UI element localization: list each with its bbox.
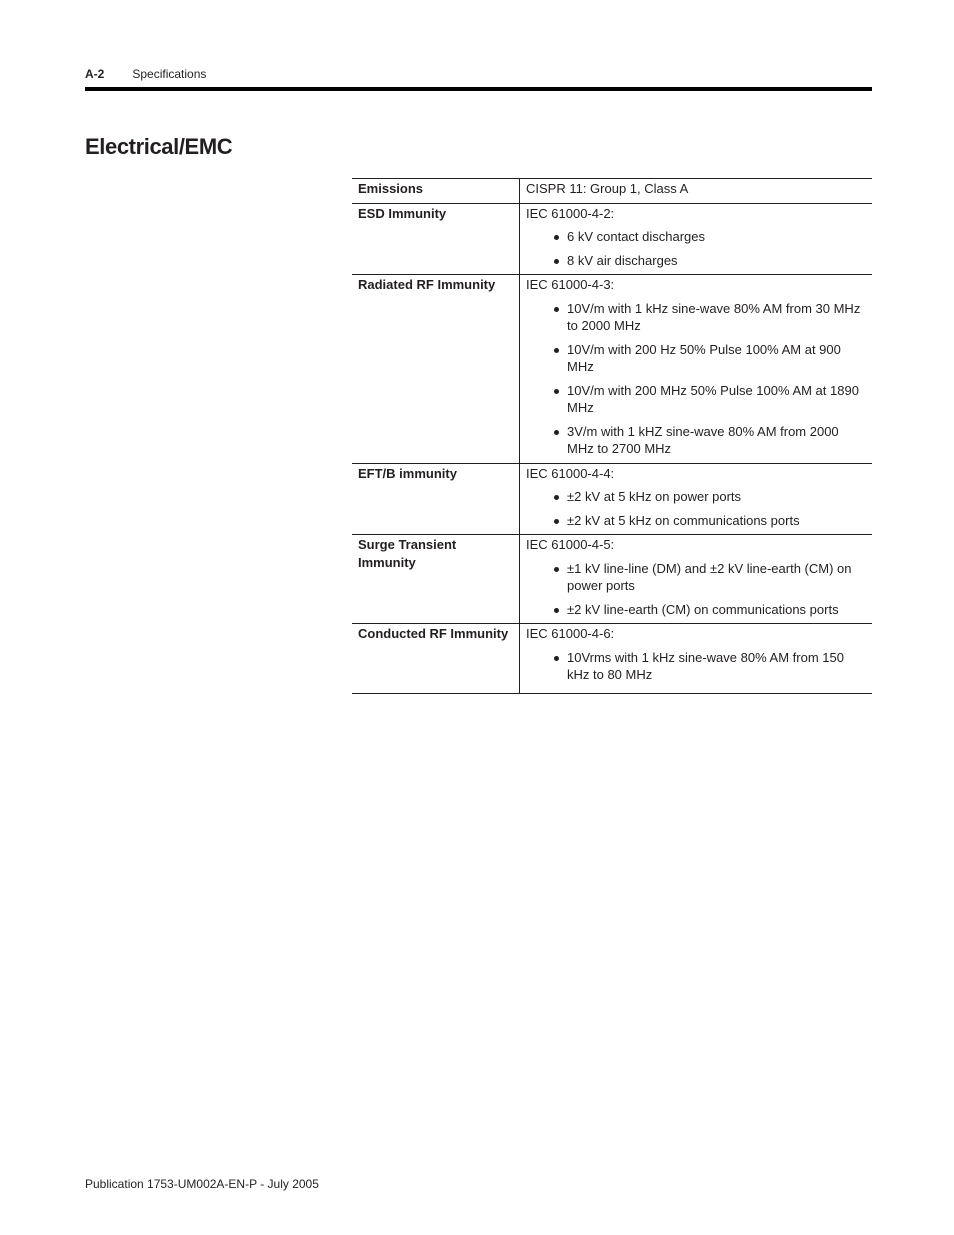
bullet-list [526,560,866,619]
row-value [520,275,873,464]
list-item [526,423,866,458]
row-label: Emissions [352,179,520,204]
row-label: ESD Immunity [352,203,520,275]
list-item-text: 3V/m with 1 kHZ sine-wave 80% AM from 2000 MHz to 2700 MHz [567,423,839,456]
publication-info: Publication 1753-UM002A-EN-P - July 2005 [85,1177,319,1191]
list-item [526,512,866,530]
list-item [526,300,866,335]
list-item [526,341,866,376]
row-label: EFT/B immunity [352,463,520,535]
list-item-text: 10V/m with 1 kHz sine-wave 80% AM from 30 MHz to 2000 MHz [567,300,861,333]
table-row [352,624,872,694]
row-value [520,203,873,275]
row-value [520,463,873,535]
list-item [526,649,866,684]
table-row [352,463,872,535]
list-item [526,601,866,619]
table-row [352,275,872,464]
row-value [520,624,873,694]
list-item-text: ±2 kV at 5 kHz on communications ports [567,512,800,528]
row-label: Radiated RF Immunity [352,275,520,464]
standard-text: IEC 61000-4-6: [526,626,615,641]
header-divider [85,87,872,91]
list-item-text: 10V/m with 200 MHz 50% Pulse 100% AM at 1890 MHz [567,382,859,415]
list-item [526,252,866,270]
bullet-icon [554,389,559,394]
bullet-icon [554,307,559,312]
row-label: Surge Transient Immunity [352,535,520,624]
bullet-list [526,300,866,458]
page-number: A-2 [85,67,105,81]
list-item-text: 8 kV air discharges [567,252,678,268]
row-label: Conducted RF Immunity [352,624,520,694]
list-item-text: 10V/m with 200 Hz 50% Pulse 100% AM at 900 MHz [567,341,841,374]
page-title: Electrical/EMC [85,134,233,159]
row-value [520,179,873,204]
list-item-text: ±2 kV at 5 kHz on power ports [567,489,742,504]
bullet-icon [554,348,559,353]
bullet-icon [554,430,559,435]
list-item [526,488,866,506]
list-item [526,382,866,417]
standard-text: IEC 61000-4-4: [526,465,615,481]
list-item-text: ±2 kV line-earth (CM) on communications ports [567,601,839,617]
bullet-icon [554,567,559,572]
standard-text: IEC 61000-4-2: [526,205,615,221]
bullet-icon [554,235,559,240]
row-value [520,535,873,624]
section-name: Specifications [132,67,207,81]
bullet-icon [554,259,559,264]
list-item [526,560,866,595]
bullet-list [526,228,866,269]
bullet-list [526,488,866,529]
table-row [352,535,872,624]
list-item-text: ±1 kV line-line (DM) and ±2 kV line-earth (CM) on power ports [567,560,852,593]
bullet-icon [554,495,559,500]
standard-text: IEC 61000-4-3: [526,277,615,292]
bullet-icon [554,656,559,661]
spec-table [352,178,872,694]
bullet-icon [554,519,559,524]
table-row [352,179,872,204]
standard-text: CISPR 11: Group 1, Class A [526,181,689,196]
list-item [526,228,866,246]
table-row [352,203,872,275]
page-footer [85,1176,319,1192]
bullet-icon [554,608,559,613]
standard-text: IEC 61000-4-5: [526,537,615,552]
page-header [85,66,206,82]
list-item-text: 10Vrms with 1 kHz sine-wave 80% AM from 150 kHz to 80 MHz [567,649,844,682]
list-item-text: 6 kV contact discharges [567,229,706,244]
bullet-list [526,649,866,684]
